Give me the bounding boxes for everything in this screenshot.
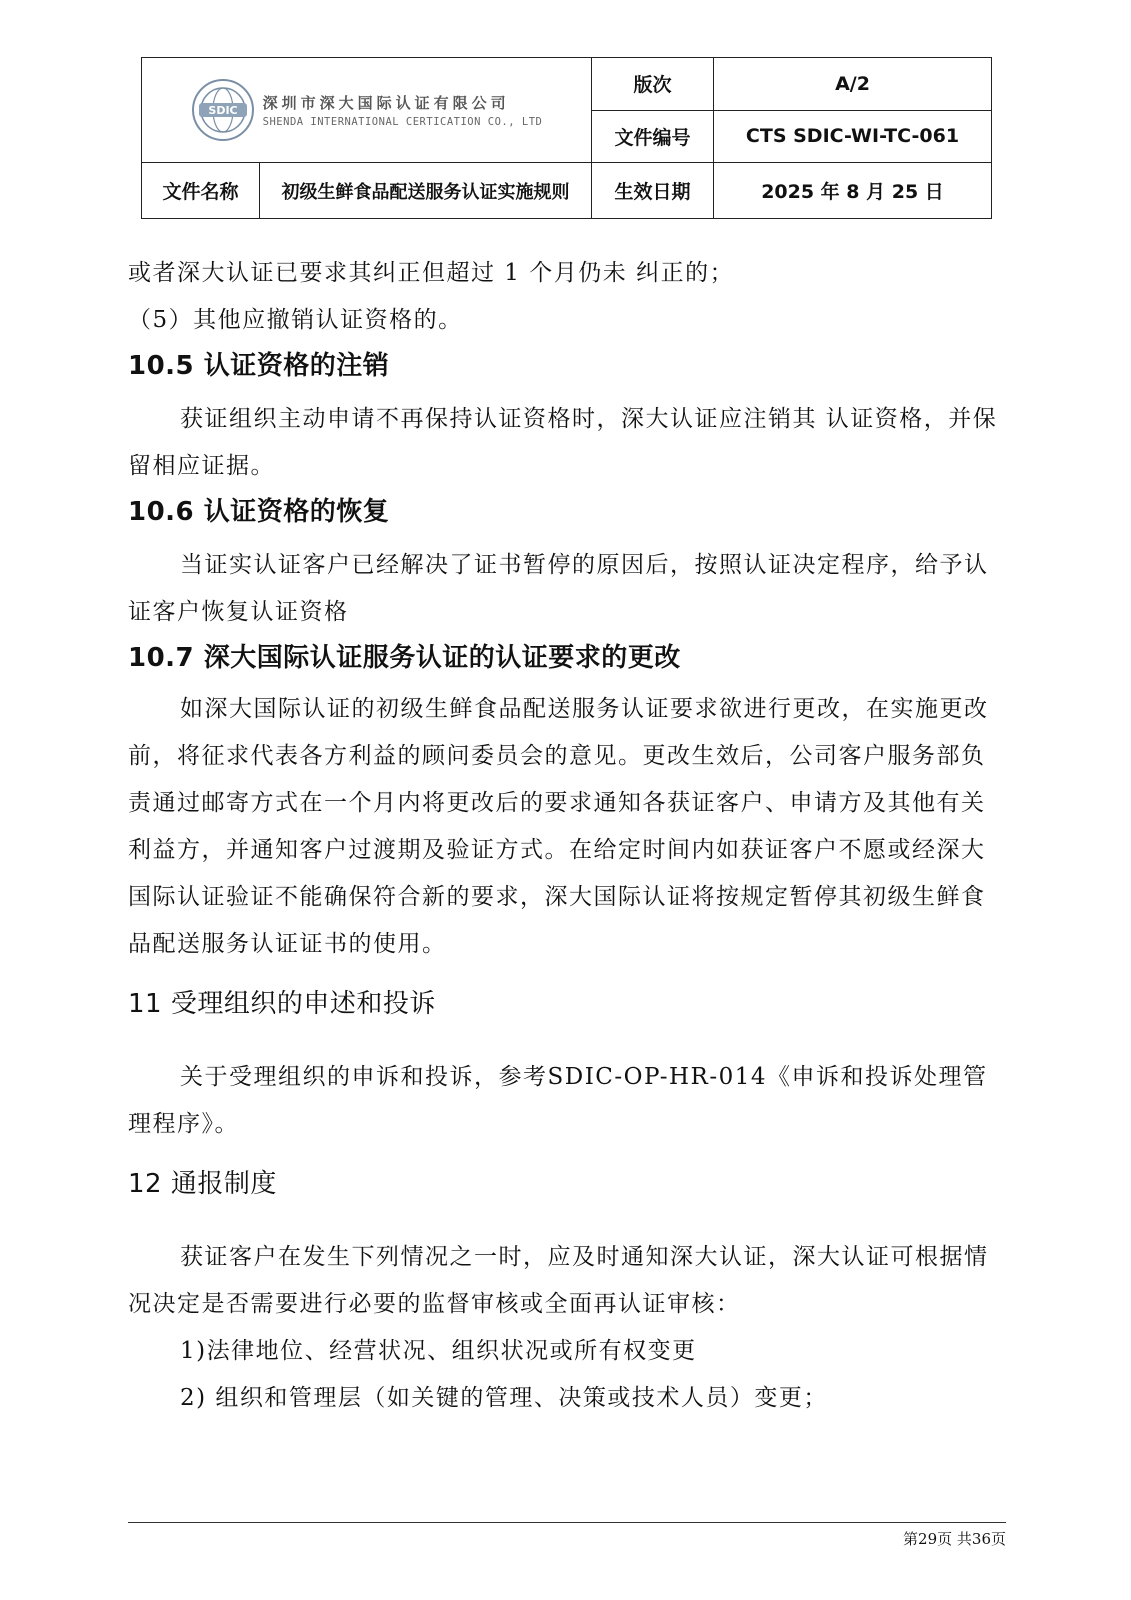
effective-date-label: 生效日期	[592, 163, 714, 219]
document-body	[128, 250, 1008, 1422]
paragraph: 或者深大认证已要求其纠正但超过 1 个月仍未 纠正的；	[128, 260, 735, 286]
paragraph: 获证组织主动申请不再保持认证资格时，深大认证应注销其 认证资格，并保留相应证据。	[128, 406, 998, 479]
paragraph: 关于受理组织的申诉和投诉，参考SDIC-OP-HR-014《申诉和投诉处理管理程序》。	[128, 1064, 988, 1137]
effective-date-value: 2025 年 8 月 25 日	[714, 163, 992, 219]
version-value: A/2	[714, 58, 992, 111]
version-label: 版次	[592, 58, 714, 111]
paragraph: 当证实认证客户已经解决了证书暂停的原因后，按照认证决定程序，给予认证客户恢复认证资格	[128, 552, 989, 625]
paragraph: （5）其他应撤销认证资格的。	[128, 307, 463, 333]
footer-divider	[128, 1522, 1006, 1523]
header-table	[141, 57, 992, 219]
doc-no-value: CTS SDIC-WI-TC-061	[714, 110, 992, 163]
paragraph: 如深大国际认证的初级生鲜食品配送服务认证要求欲进行更改，在实施更改前，将征求代表各方利益的顾问委员会的意见。更改生效后，公司客户服务部负责通过邮寄方式在一个月内将更改后的要求通知各获证客户、申请方及其他有关利益方，并通知客户过渡期及验证方式。在给定时间内如获证客户不愿或经深大国际认证验证不能确保符合新的要求，深大国际认证将按规定暂停其初级生鲜食品配送服务认证证书的使用。	[128, 696, 989, 957]
section-heading-10-6: 10.6 认证资格的恢复	[128, 497, 390, 527]
doc-no-label: 文件编号	[592, 110, 714, 163]
company-logo-icon	[191, 78, 255, 142]
company-logo-cell	[142, 58, 592, 163]
paragraph: 获证客户在发生下列情况之一时，应及时通知深大认证，深大认证可根据情况决定是否需要进行必要的监督审核或全面再认证审核：	[128, 1244, 989, 1317]
section-heading-12: 12 通报制度	[128, 1169, 277, 1199]
file-name-label: 文件名称	[142, 163, 260, 219]
list-item: 1)法律地位、经营状况、组织状况或所有权变更	[180, 1338, 697, 1364]
logo-text: SDIC	[208, 104, 238, 117]
section-heading-10-7: 10.7 深大国际认证服务认证的认证要求的更改	[128, 643, 681, 673]
company-name-en: SHENDA INTERNATIONAL CERTICATION CO., LTD	[262, 116, 543, 128]
list-item: 2) 组织和管理层（如关键的管理、决策或技术人员）变更；	[180, 1385, 828, 1411]
page-number: 第29页 共36页	[903, 1530, 1006, 1548]
section-heading-11: 11 受理组织的申述和投诉	[128, 989, 436, 1019]
company-name-cn: 深圳市深大国际认证有限公司	[262, 94, 510, 112]
section-heading-10-5: 10.5 认证资格的注销	[128, 351, 390, 381]
file-name-value: 初级生鲜食品配送服务认证实施规则	[260, 163, 592, 219]
